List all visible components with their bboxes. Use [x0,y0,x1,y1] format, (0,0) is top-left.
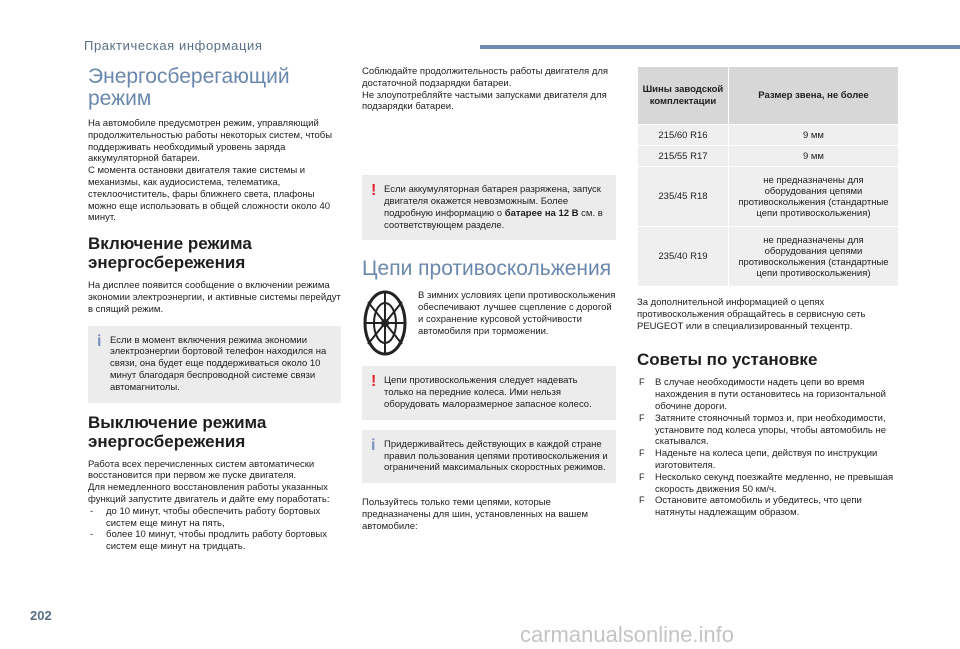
tip-text: В случае необходимости надеть цепи во время нахождения в пути остановитесь на горизонтальной обочине дороги. [655,377,886,412]
header-rule [480,45,960,49]
use-chains-text: Пользуйтесь только теми цепями, которые предназначены для шин, установленных на вашем автомобиле: [362,497,589,532]
snow-chain-icon [362,290,408,356]
table-cell: не предназначены для оборудования цепями противоскольжения (стандартные цепи противоскольжения) [728,167,898,227]
warning-box-front-wheels [362,366,616,419]
table-cell: 215/55 R17 [638,146,729,167]
tip-text: Несколько секунд поезжайте медленно, не превышая скорость движения 50 км/ч. [655,471,894,495]
warning-box-battery [362,175,616,240]
mode-off-heading: Выключение режима энергосбережения [88,412,267,451]
column-2 [362,66,616,533]
table-cell: 9 мм [728,146,898,167]
info-icon: i [371,436,376,454]
table-row [638,167,899,227]
chains-intro [362,290,616,356]
bullet-icon: F [639,471,645,482]
tire-chain-table [637,66,899,287]
table-header: Размер звена, не более [728,67,898,125]
mode-off-text-2: Для немедленного восстановления работы указанных функций запустите двигатель и дайте ему поработать: [88,482,330,505]
watermark: carmanualsonline.info [520,622,735,647]
energy-saving-title: Энергосберегающий режим [88,65,290,110]
table-row [638,227,899,287]
list-item [637,472,899,496]
info-box-phone [88,326,341,403]
more-info-text: За дополнительной информацией о цепях противоскольжения обращайтесь в сервисную сеть PEUGEOT или в специализированный техцентр. [637,297,866,332]
tip-text: Наденьте на колеса цепи, действуя по инструкции изготовителя. [655,448,878,471]
bullet-icon: F [639,495,645,506]
list-item [637,377,899,412]
tip-text: Остановите автомобиль и убедитесь, что цепи натянуты надлежащим образом. [655,495,862,519]
table-row [638,146,899,167]
warning-icon: ! [371,182,377,200]
table-cell: 235/40 R19 [638,227,729,287]
bullet-icon: F [639,448,645,459]
list-item [637,448,899,472]
list-item: - до 10 минут, чтобы обеспечить работу бортовых систем еще минут на пять, [88,506,341,530]
chains-intro-text: В зимних условиях цепи противоскольжения обеспечивают лучшее сцепление с дорогой и сохранение курсовой устойчивости автомобиля при торможении. [418,290,616,337]
tips-list [637,377,899,519]
warning-text-part: Если аккумуляторная батарея разряжена, запуск двигателя окажется невозможным. Более подробную информацию о [384,184,601,219]
bullet-icon: F [639,377,645,388]
info-box-text: Если в момент включения режима экономии электроэнергии бортовой телефон находился на связи, она будет еще поддерживаться около 10 минут благодаря беспроводной системе связи автомагнитолы. [110,334,327,393]
intro-text-2: С момента остановки двигателя такие системы и механизмы, как аудиосистема, телематика, стеклоочиститель, фары ближнего света, плафоны можно еще использовать в общей сложности около 40 минут. [88,165,331,224]
tip-text: Затяните стояночный тормоз и, при необходимости, установите под колеса упоры, чтобы автомобиль не скатывался. [655,412,887,448]
table-header-row [638,67,899,125]
battery-link-text: батарее на 12 В [504,207,579,219]
mode-off-list [88,506,341,553]
section-title: Практическая информация [84,38,263,53]
bullet-icon: F [639,412,645,423]
tips-heading: Советы по установке [637,350,818,370]
page-number: 202 [30,608,52,623]
table-header: Шины заводской комплектации [638,67,729,125]
info-box-text: Придерживайтесь действующих в каждой стране правил пользования цепями противоскольжения и ограничений максимальных скоростных режимов. [384,438,608,474]
recharge-text-2: Не злоупотребляйте частыми запусками двигателя для подзарядки батареи. [362,89,607,113]
info-box-regulations [362,430,616,483]
intro-text: На автомобиле предусмотрен режим, управляющий продолжительностью работы некоторых систем, чтобы поддерживать необходимый уровень заряда аккумуляторной батареи. [88,118,333,165]
column-3 [637,66,899,519]
warning-icon: ! [371,373,377,391]
list-item [637,495,899,519]
list-item [637,413,899,448]
warning-box-text [384,184,608,231]
table-cell: 9 мм [728,125,898,146]
recharge-text-1: Соблюдайте продолжительность работы двигателя для достаточной подзарядки батареи. [362,66,609,89]
table-cell: 235/45 R18 [638,167,729,227]
snow-chains-title: Цепи противоскольжения [362,257,612,281]
table-row [638,125,899,146]
mode-on-heading: Включение режима энергосбережения [88,234,252,273]
mode-off-text-1: Работа всех перечисленных систем автоматически восстановится при первом же пуске двигателя. [88,458,315,482]
table-cell: 215/60 R16 [638,125,729,146]
info-icon: i [97,332,102,350]
list-item: - более 10 минут, чтобы продлить работу бортовых систем еще минут на тридцать. [88,529,341,553]
mode-on-text: На дисплее появится сообщение о включении режима экономии электроэнергии, и активные системы перейдут в спящий режим. [88,280,341,315]
table-cell: не предназначены для оборудования цепями противоскольжения (стандартные цепи противоскольжения) [728,227,898,287]
column-1 [88,66,341,553]
warning-text-part: см. в соответствующем разделе. [384,207,603,231]
warning-box-text: Цепи противоскольжения следует надевать только на передние колеса. Ими нельзя оборудовать малоразмерное запасное колесо. [384,375,592,410]
